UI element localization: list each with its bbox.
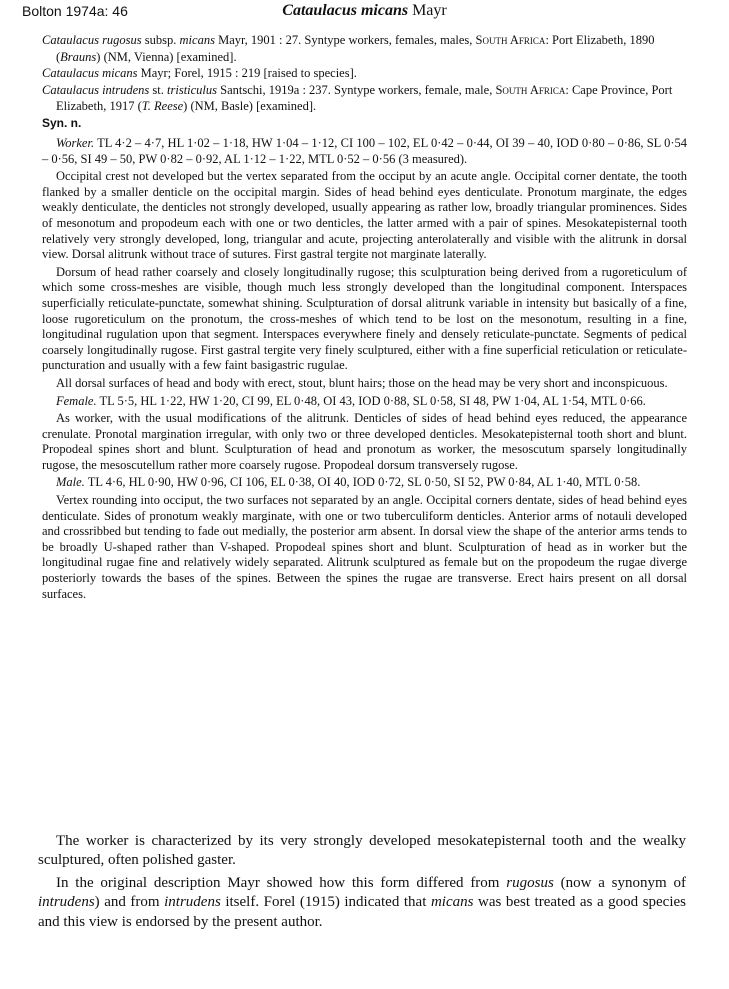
remarks-section [38, 832, 686, 935]
synonymy-entry: Cataulacus micans Mayr; Forel, 1915 : 219 [raised to species]. [42, 66, 357, 80]
species-author: Mayr [412, 2, 447, 19]
syn-n-label: Syn. n. [42, 115, 82, 130]
synonymy-list [42, 32, 692, 131]
worker-paragraph: Dorsum of head rather coarsely and closely longitudinally rugose; this sculpturation being derived from a rugoreticulum of which some cross-meshes are visible, though much less strongly developed than the longitudinal component. Interspaces superficially reticulate-punctate, somewhat shining. Sculpturation of dorsal alitrunk variable in intensity but basically of a fine, loose rugoreticulum on the pronotum, the cross-meshes of which tend to be lost on the mesonotum, resulting in a fine, longitudinal rugulation upon that segment. Interspaces everywhere finely and densely reticulate-punctate. Segments of pedical coarsely longitudinally rugose. First gastral tergite very finely sculptured, either with a fine superficial reticulation or reticulate-puncturation and usually with a few faint basigastric rugulae. [42, 264, 687, 373]
page-title [0, 2, 729, 20]
synonymy-entry: Cataulacus rugosus subsp. micans Mayr, 1901 : 27. Syntype workers, females, males, South Africa: Port Elizabeth, 1890 (Brauns) (NM, Vienna) [examined]. [42, 33, 655, 64]
male-measurements: Male. TL 4·6, HL 0·90, HW 0·96, CI 106, EL 0·38, OI 40, IOD 0·72, SL 0·50, SI 52, PW 0·84, AL 1·40, MTL 0·58. [56, 475, 641, 490]
worker-paragraph: All dorsal surfaces of head and body with erect, stout, blunt hairs; those on the head may be very short and inconspicuous. [56, 375, 668, 390]
male-paragraph: Vertex rounding into occiput, the two surfaces not separated by an angle. Occipital corners dentate, sides of head behind eyes denticulate. Sides of pronotum weakly marginate, with one or two tuberculiform denticles. Anterior arms of notauli developed and crossribbed but tending to fade out medially, the posterior arm absent. In dorsal view the shape of the anterior arms tends to be broadly U-shaped rather than V-shaped. Propodeal spines short and blunt. Sculpturation of head as in worker but the longitudinal rugae fine and relatively widely separated. Alitrunk sculptured as female but on the propodeum the rugae diverge posteriorly towards the bases of the spines. Between the spines the rugae are transverse. Erect hairs present on all dorsal surfaces. [42, 493, 687, 601]
species-name: Cataulacus micans [282, 2, 409, 19]
worker-measurements: Worker. TL 4·2 – 4·7, HL 1·02 – 1·18, HW 1·04 – 1·12, CI 100 – 102, EL 0·42 – 0·44, OI 39 – 40, IOD 0·80 – 0·86, SL 0·54 – 0·56, SI 49 – 50, PW 0·82 – 0·92, AL 1·12 – 1·22, MTL 0·52 – 0·56 (3 measured). [42, 136, 687, 166]
female-measurements: Female. TL 5·5, HL 1·22, HW 1·20, CI 99, EL 0·48, OI 43, IOD 0·88, SL 0·58, SI 48, PW 1·04, AL 1·54, MTL 0·66. [56, 393, 646, 408]
source-citation: Bolton 1974a: 46 [22, 3, 128, 19]
header-bar [0, 0, 729, 26]
remarks-paragraph: In the original description Mayr showed how this form differed from rugosus (now a synonym of intrudens) and from intrudens itself. Forel (1915) indicated that micans was best treated as a good species and this view is endorsed by the present author. [38, 874, 687, 930]
description-body [42, 136, 687, 604]
worker-paragraph: Occipital crest not developed but the vertex separated from the occiput by an acute angle. Occipital corner dentate, the tooth flanked by a smaller denticle on the occipital margin. Sides of head behind eyes denticulate. Pronotum marginate, the edges weakly denticulate, the denticles not strongly developed, usually appearing as rather low, broadly triangular prominences. Sides of mesonotum and propodeum each with one or two denticles, the latter armed with a pair of spines. Mesokatepisternal tooth relatively very strongly developed, long, triangular and acute, projecting anterolaterally and visible with the alitrunk in dorsal view. Dorsal alitrunk without trace of sutures. First gastral tergite not marginate laterally. [42, 169, 687, 262]
female-paragraph: As worker, with the usual modifications of the alitrunk. Denticles of sides of head behind eyes reduced, the appearance crenulate. Pronotal margination irregular, with only two or three developed denticles. Mesokatepisternal tooth short and blunt. Propodeal spines short and blunt. Sculpturation of head and pronotum as worker, the mesoscutum sparsely longitudinally rugose, the mesoscutellum rather more coarsely rugose. Propodeal dorsum transversely rugose. [42, 411, 687, 472]
synonymy-entry: Cataulacus intrudens st. tristiculus Santschi, 1919a : 237. Syntype workers, female, male, South Africa: Cape Province, Port Elizabeth, 1917 (T. Reese) (NM, Basle) [examined]. [42, 82, 673, 113]
remarks-paragraph: The worker is characterized by its very strongly developed mesokatepisternal tooth and the wealky sculptured, often polished gaster. [38, 833, 686, 869]
